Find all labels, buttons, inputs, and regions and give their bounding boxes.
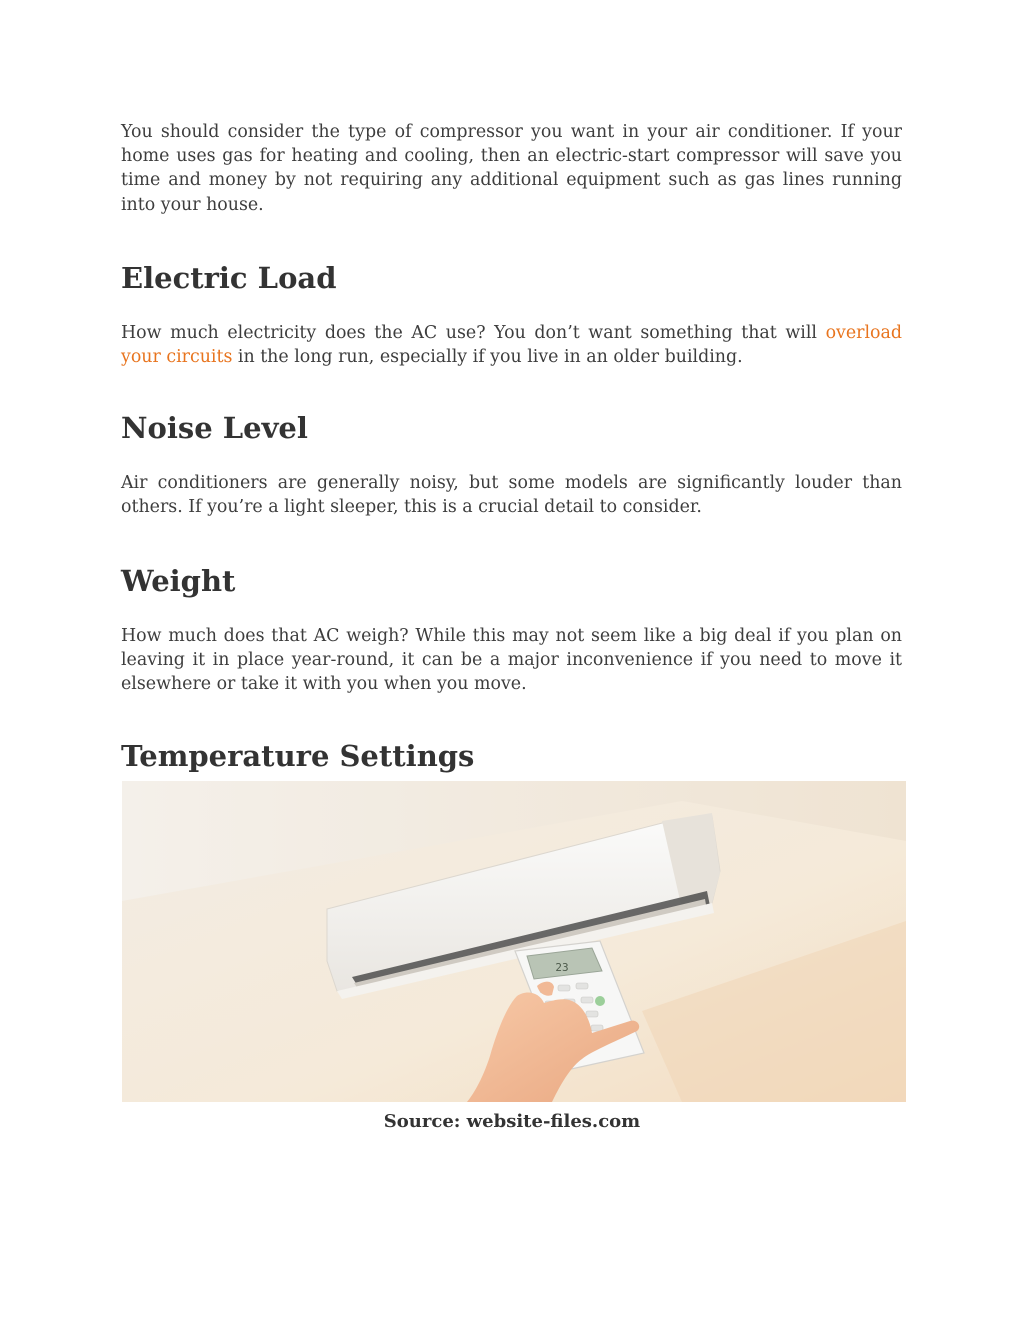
heading-noise-level: Noise Level: [121, 411, 308, 446]
weight-paragraph: How much does that AC weigh? While this may not seem like a big deal if you plan on leaving it in place year-round, it can be a major inconvenience if you need to move it elsewhere or take it with you when you move.: [121, 625, 902, 695]
electric-load-text-before-link: How much electricity does the AC use? You don’t want something that will: [121, 322, 826, 343]
ac-remote-illustration: [122, 781, 906, 1102]
electric-load-text-after-link: in the long run, especially if you live in an older building.: [232, 347, 743, 368]
article-body: [121, 120, 902, 774]
intro-paragraph: You should consider the type of compressor you want in your air conditioner. If your home uses gas for heating and cooling, then an electric-start compressor will save you time and money by not requiring any additional equipment such as gas lines running into your house.: [121, 122, 902, 215]
heading-electric-load: Electric Load: [121, 260, 337, 295]
noise-level-paragraph: Air conditioners are generally noisy, but some models are significantly louder than others. If you’re a light sleeper, this is a crucial detail to consider.: [121, 473, 902, 518]
figure-caption: Source: website-files.com: [383, 1111, 641, 1132]
overload-circuits-link[interactable]: overload your circuits: [121, 322, 902, 368]
heading-weight: Weight: [121, 563, 236, 598]
heading-temperature-settings: Temperature Settings: [121, 739, 475, 774]
remote-display-readout: 23: [555, 961, 569, 974]
electric-load-paragraph: [121, 321, 902, 369]
ac-remote-photo: [122, 781, 906, 1102]
